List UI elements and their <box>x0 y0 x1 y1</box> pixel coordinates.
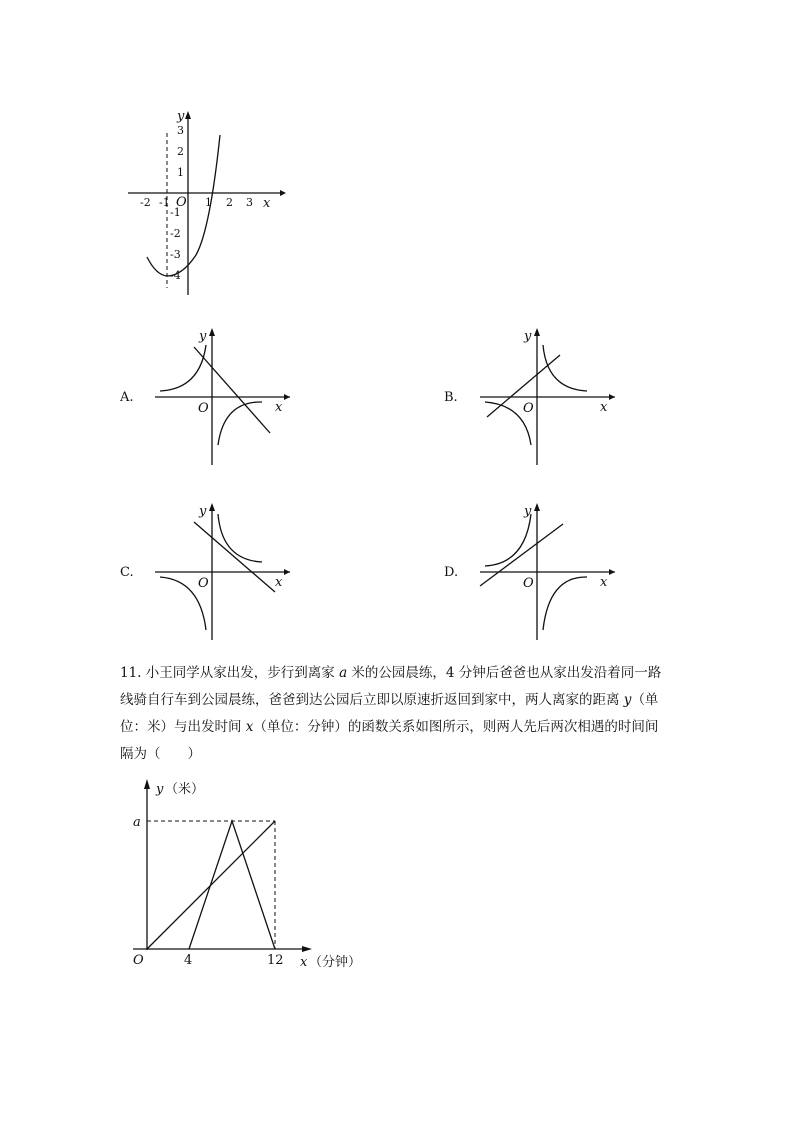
a-label: a <box>133 815 141 830</box>
x-axis-arrow <box>280 190 286 196</box>
x-tick: -1 <box>159 196 170 209</box>
x-tick: 1 <box>205 196 212 209</box>
hyperbola-branch <box>485 514 531 566</box>
option-d-graph[interactable] <box>475 500 625 645</box>
line <box>194 347 270 433</box>
y-tick: -2 <box>170 227 181 240</box>
y-tick: 2 <box>177 145 184 158</box>
x-axis-label: x <box>300 955 308 970</box>
x-axis-arrow <box>284 569 290 575</box>
question-line <box>120 660 680 687</box>
variable-y: y <box>623 692 632 708</box>
y-tick: -3 <box>170 248 181 261</box>
y-axis-label: y <box>177 109 185 124</box>
x-axis-label: x <box>600 400 608 415</box>
y-axis-arrow <box>534 328 540 336</box>
y-axis-label: y <box>524 329 532 344</box>
variable-x: x <box>245 719 254 735</box>
question-line <box>120 741 680 768</box>
x-unit-label: （分钟） <box>309 955 362 970</box>
option-a-graph[interactable] <box>150 325 300 470</box>
y-axis-arrow <box>185 111 191 119</box>
question-text: 11. 小王同学从家出发，步行到离家 <box>120 665 340 681</box>
option-c-letter[interactable]: C. <box>120 565 134 580</box>
origin-label: O <box>523 401 534 416</box>
x-axis-label: x <box>275 575 283 590</box>
option-b-graph[interactable] <box>475 325 625 470</box>
bike-line <box>189 821 275 949</box>
question-text: 线骑自行车到公园晨练，爸爸到达公园后立即以原速折返回到家中，两人离家的距离 <box>120 692 624 708</box>
question-11 <box>120 660 680 768</box>
x-axis-label: x <box>263 196 271 211</box>
origin-label: O <box>198 401 209 416</box>
hyperbola-branch <box>218 514 262 562</box>
option-c-graph[interactable] <box>150 500 300 645</box>
y-axis-arrow <box>534 503 540 511</box>
y-tick: 3 <box>177 124 184 137</box>
origin-label: O <box>176 195 187 210</box>
x-tick-4: 4 <box>184 953 193 968</box>
question-text: 米的公园晨练，4 分钟后爸爸也从家出发沿着同一路 <box>347 665 662 681</box>
x-tick-12: 12 <box>267 953 284 968</box>
x-axis-label: x <box>600 575 608 590</box>
y-tick: 1 <box>177 166 184 179</box>
y-axis-label: y <box>199 329 207 344</box>
question-text: （单位：分钟）的函数关系如图所示，则两人先后两次相遇的时间间 <box>253 719 659 735</box>
origin-label: O <box>198 576 209 591</box>
y-axis-arrow <box>209 503 215 511</box>
x-axis-arrow <box>284 394 290 400</box>
x-axis-arrow <box>609 569 615 575</box>
hyperbola-branch <box>543 577 587 630</box>
option-a-letter[interactable]: A. <box>120 390 134 405</box>
hyperbola-branch <box>218 402 262 445</box>
quadratic-graph <box>120 105 290 305</box>
x-tick: -2 <box>140 196 151 209</box>
y-unit-label: （米） <box>165 782 205 797</box>
x-tick: 3 <box>246 196 253 209</box>
option-d-letter[interactable]: D. <box>444 565 459 580</box>
variable-a: a <box>339 665 348 681</box>
x-tick: 2 <box>226 196 233 209</box>
question-text: 隔为（ ） <box>120 746 201 762</box>
y-axis-arrow <box>209 328 215 336</box>
option-b-letter[interactable]: B. <box>444 390 458 405</box>
origin-label: O <box>523 576 534 591</box>
question-line <box>120 714 680 741</box>
y-axis-arrow <box>144 779 150 789</box>
distance-time-graph <box>128 775 368 975</box>
question-line <box>120 687 680 714</box>
y-tick: -4 <box>170 269 181 282</box>
y-axis-label: y <box>156 782 164 797</box>
question-text: 位：米）与出发时间 <box>120 719 246 735</box>
origin-label: O <box>133 953 144 968</box>
y-axis-label: y <box>524 504 532 519</box>
y-axis-label: y <box>199 504 207 519</box>
line <box>480 524 563 586</box>
hyperbola-branch <box>543 345 587 391</box>
question-text: （单 <box>631 692 659 708</box>
x-axis-arrow <box>302 946 312 952</box>
x-axis-label: x <box>275 400 283 415</box>
y-tick: -1 <box>170 206 181 219</box>
x-axis-arrow <box>609 394 615 400</box>
